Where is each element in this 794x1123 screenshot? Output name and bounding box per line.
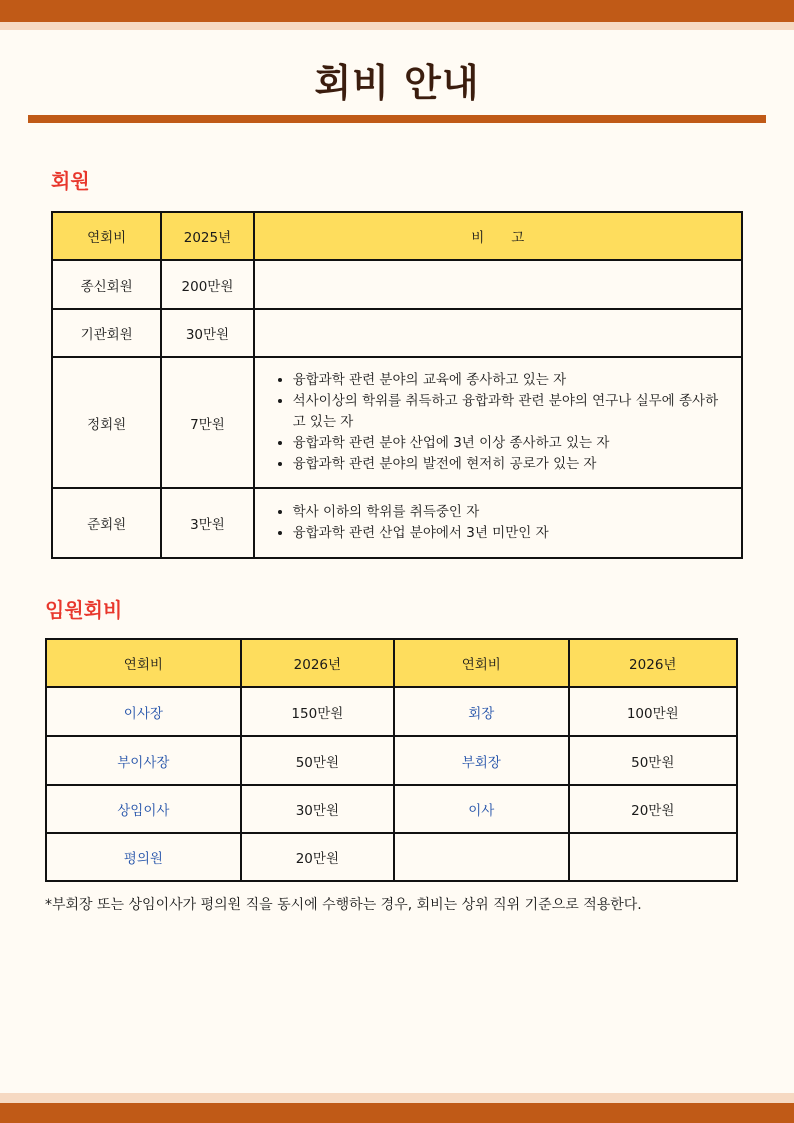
officer-fee: 20만원 [241, 833, 394, 881]
officer-fee: 50만원 [569, 736, 737, 785]
officer-fee: 150만원 [241, 687, 394, 736]
officer-role: 상임이사 [46, 785, 241, 833]
officer-role: 회장 [394, 687, 569, 736]
note-item: • 융합과학 관련 분야의 교육에 종사하고 있는 자 [293, 370, 729, 391]
top-accent-band-light [0, 22, 794, 30]
member-fee-table [51, 211, 743, 559]
note-item: • 융합과학 관련 분야 산업에 3년 이상 종사하고 있는 자 [293, 433, 729, 454]
bottom-accent-band [0, 1103, 794, 1123]
officer-role: 이사 [394, 785, 569, 833]
table-row [46, 833, 737, 881]
top-accent-band [0, 0, 794, 22]
table-row [52, 260, 742, 309]
member-section-heading: 회원 [51, 169, 90, 193]
officer-role [394, 833, 569, 881]
member-fee: 3만원 [161, 488, 253, 558]
officer-role: 부회장 [394, 736, 569, 785]
footnote: *부회장 또는 상임이사가 평의원 직을 동시에 수행하는 경우, 회비는 상위 직위 기준으로 적용한다. [45, 897, 642, 913]
header-cell: 연회비 [394, 639, 569, 687]
officer-fee: 50만원 [241, 736, 394, 785]
header-cell: 연회비 [52, 212, 161, 260]
officer-fee-table [45, 638, 738, 882]
table-row [52, 357, 742, 488]
member-notes [254, 309, 742, 357]
table-row [46, 736, 737, 785]
officer-role: 평의원 [46, 833, 241, 881]
page-title: 회비 안내 [314, 61, 480, 105]
officer-role: 부이사장 [46, 736, 241, 785]
table-row [52, 309, 742, 357]
member-type: 정회원 [52, 357, 161, 488]
member-type: 준회원 [52, 488, 161, 558]
note-item: • 융합과학 관련 분야의 발전에 현저히 공로가 있는 자 [293, 454, 729, 475]
header-cell: 2025년 [161, 212, 253, 260]
title-divider [28, 115, 766, 123]
member-type: 종신회원 [52, 260, 161, 309]
note-item: • 학사 이하의 학위를 취득중인 자 [293, 502, 729, 523]
officer-fee: 30만원 [241, 785, 394, 833]
member-type: 기관회원 [52, 309, 161, 357]
officer-role: 이사장 [46, 687, 241, 736]
bottom-accent-band-light [0, 1093, 794, 1103]
officer-fee: 100만원 [569, 687, 737, 736]
member-notes [254, 488, 742, 558]
note-item: • 석사이상의 학위를 취득하고 융합과학 관련 분야의 연구나 실무에 종사하고 있는 자 [293, 391, 729, 433]
officer-fee: 20만원 [569, 785, 737, 833]
header-cell: 비 고 [254, 212, 742, 260]
member-notes [254, 357, 742, 488]
member-notes [254, 260, 742, 309]
table-row [52, 488, 742, 558]
table-header-row [46, 639, 737, 687]
member-fee: 30만원 [161, 309, 253, 357]
table-row [46, 785, 737, 833]
header-cell: 연회비 [46, 639, 241, 687]
officer-section-heading: 임원회비 [45, 598, 123, 622]
member-fee: 200만원 [161, 260, 253, 309]
member-fee: 7만원 [161, 357, 253, 488]
table-row [46, 687, 737, 736]
note-item: • 융합과학 관련 산업 분야에서 3년 미만인 자 [293, 523, 729, 544]
table-header-row [52, 212, 742, 260]
header-cell: 2026년 [569, 639, 737, 687]
officer-fee [569, 833, 737, 881]
header-cell: 2026년 [241, 639, 394, 687]
